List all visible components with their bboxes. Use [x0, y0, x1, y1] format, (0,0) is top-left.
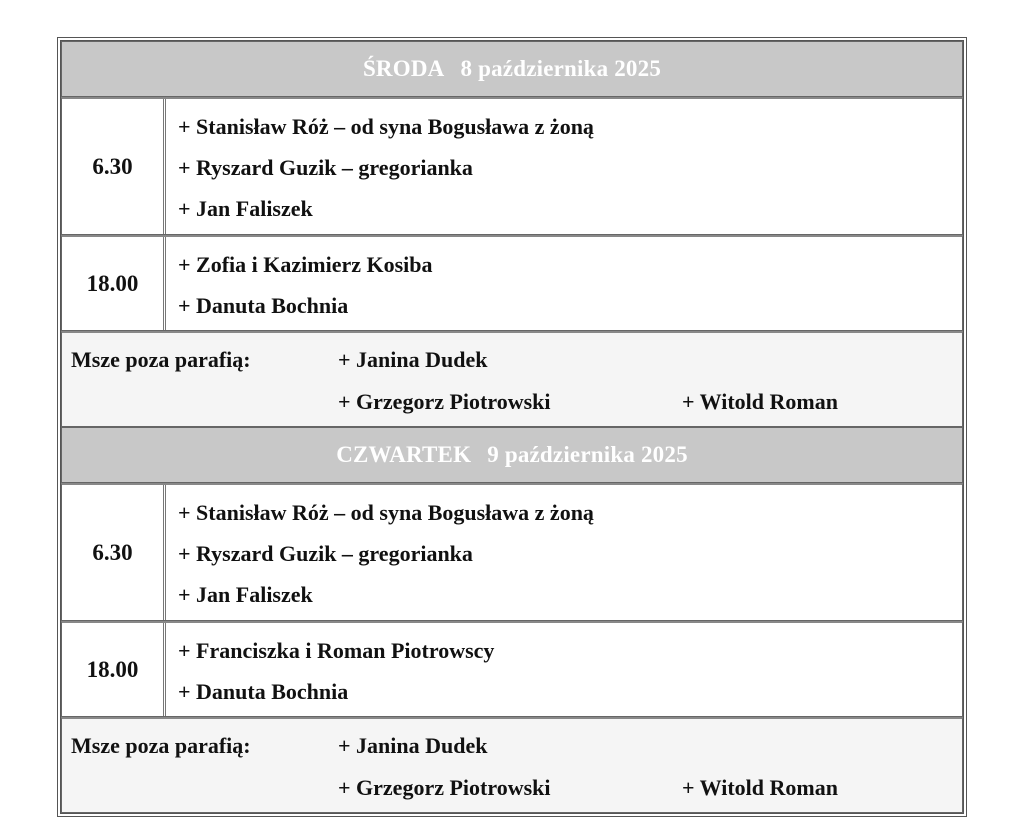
mass-time: 6.30: [62, 99, 166, 234]
intention-list: [166, 623, 962, 716]
intention: + Danuta Bochnia: [178, 293, 349, 318]
outside-intention: + Janina Dudek: [338, 733, 488, 758]
mass-row: [61, 97, 963, 235]
day-header: [61, 427, 963, 483]
intention-list: [166, 237, 962, 330]
mass-row: [61, 235, 963, 331]
day-name: CZWARTEK: [336, 442, 472, 467]
day-name: ŚRODA: [362, 56, 445, 81]
intention: + Danuta Bochnia: [178, 679, 349, 704]
intention-list: [166, 99, 962, 234]
day-header: [61, 41, 963, 97]
outside-label: Msze poza parafią:: [71, 733, 251, 758]
intention: + Ryszard Guzik – gregorianka: [178, 155, 473, 180]
day-section-wednesday: [61, 41, 963, 427]
day-date: 8 października 2025: [460, 56, 662, 81]
day-section-thursday: [61, 427, 963, 813]
mass-time: 6.30: [62, 485, 166, 620]
intention: + Franciszka i Roman Piotrowscy: [178, 638, 495, 663]
mass-row: [61, 621, 963, 717]
mass-row: [61, 483, 963, 621]
intention: + Zofia i Kazimierz Kosiba: [178, 252, 433, 277]
intention: + Stanisław Róż – od syna Bogusława z żoną: [178, 114, 594, 139]
outside-intention: + Janina Dudek: [338, 347, 488, 372]
outside-intention: + Grzegorz Piotrowski: [338, 775, 551, 800]
outside-parish-masses: [61, 331, 963, 427]
intention: + Jan Faliszek: [178, 582, 313, 607]
outside-parish-masses: [61, 717, 963, 813]
outside-intention: + Grzegorz Piotrowski: [338, 389, 551, 414]
intention: + Stanisław Róż – od syna Bogusława z żoną: [178, 500, 594, 525]
intention: + Jan Faliszek: [178, 196, 313, 221]
outside-intention: + Witold Roman: [682, 389, 838, 414]
intention-list: [166, 485, 962, 620]
mass-time: 18.00: [62, 623, 166, 716]
day-date: 9 października 2025: [487, 442, 688, 467]
outside-label: Msze poza parafią:: [71, 347, 251, 372]
mass-schedule: [60, 40, 964, 814]
outside-intention: + Witold Roman: [682, 775, 838, 800]
intention: + Ryszard Guzik – gregorianka: [178, 541, 473, 566]
mass-time: 18.00: [62, 237, 166, 330]
